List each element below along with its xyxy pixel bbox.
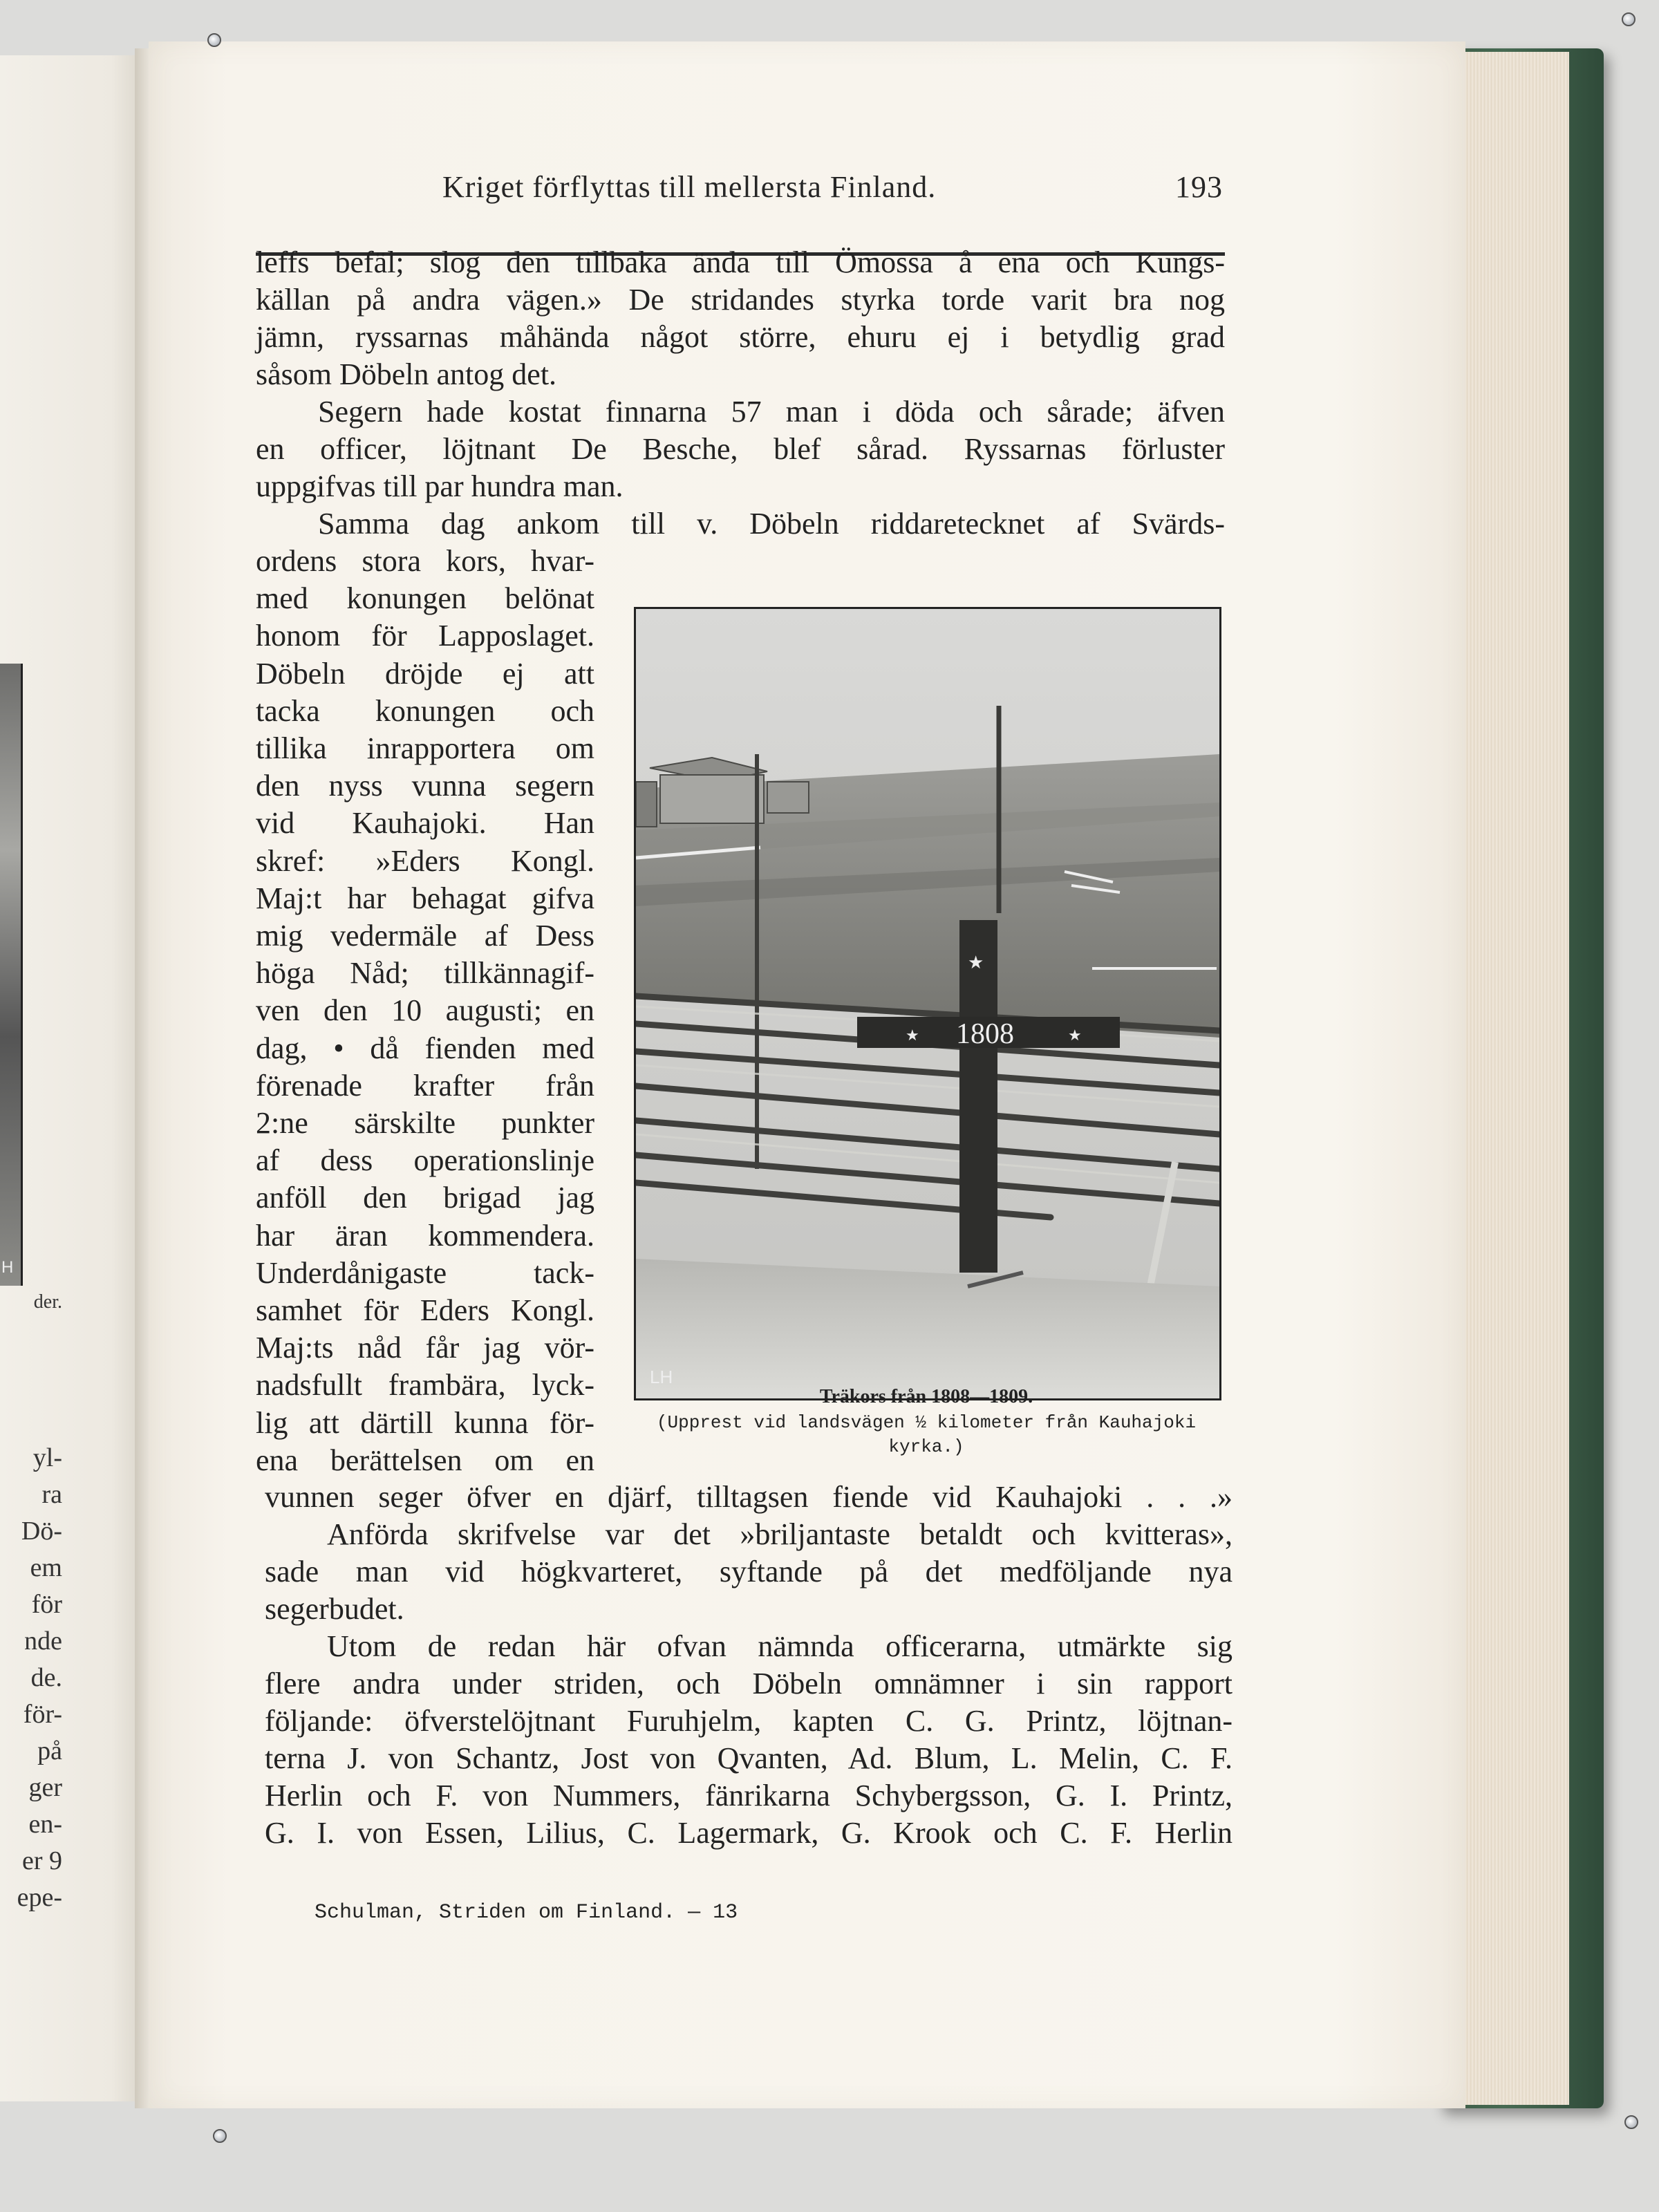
left-page-text-fragment: epe- — [17, 1883, 62, 1912]
page-number: 193 — [1175, 170, 1223, 204]
left-page-text-fragment: er 9 — [21, 1846, 62, 1875]
corner-pin-bottom-right — [1624, 2115, 1638, 2129]
column-text-line: vid Kauhajoki. Han — [256, 806, 594, 841]
body-text-line: jämn, ryssarnas måhända något större, ehuru ej i betydlig grad — [256, 320, 1225, 354]
column-text-line: skref: »Eders Kongl. — [256, 843, 594, 878]
left-page-text-fragment: ger — [28, 1773, 62, 1802]
footer-signature: Schulman, Striden om Finland. — 13 — [315, 1901, 738, 1924]
cross-star-left: ★ — [906, 1027, 919, 1044]
body-text-line: G. I. von Essen, Lilius, C. Lagermark, G. Krook och C. F. Herlin — [265, 1816, 1232, 1850]
column-text-line: förenade krafter från — [256, 1068, 594, 1103]
body-text-line: Samma dag ankom till v. Döbeln riddaretecknet af Svärds- — [318, 507, 1225, 541]
column-text-line: tillika inrapportera om — [256, 731, 594, 765]
body-text-line: Utom de redan här ofvan nämnda officerarna, utmärkte sig — [327, 1629, 1232, 1663]
body-text-line: terna J. von Schantz, Jost von Qvanten, Ad. Blum, L. Melin, C. F. — [265, 1741, 1232, 1775]
cross-year: 1808 — [956, 1018, 1014, 1050]
body-text-line: följande: öfverstelöjtnant Furuhjelm, kapten C. G. Printz, löjtnan- — [265, 1704, 1232, 1738]
figure-photo — [634, 607, 1221, 1400]
column-text-line: honom för Lapposlaget. — [256, 619, 594, 653]
body-text-line: Segern hade kostat finnarna 57 man i döda och sårade; äfven — [318, 395, 1225, 429]
column-text-line: nadsfullt frambära, lyck- — [256, 1368, 594, 1403]
left-page — [0, 55, 149, 2101]
column-text-line: anföll den brigad jag — [256, 1181, 594, 1215]
body-text-line: såsom Döbeln antog det. — [256, 357, 557, 391]
column-text-line: af dess operationslinje — [256, 1143, 594, 1178]
cross-star-right: ★ — [1068, 1027, 1082, 1044]
left-page-text-fragment: yl- — [32, 1443, 62, 1472]
column-text-line: Underdånigaste tack- — [256, 1255, 594, 1290]
column-text-line: ven den 10 augusti; en — [256, 993, 594, 1028]
left-page-text-fragment: på — [37, 1736, 62, 1765]
left-page-text-fragment: em — [30, 1553, 62, 1582]
left-photo-monogram: H — [1, 1258, 14, 1277]
column-text-line: med konungen belönat — [256, 581, 594, 616]
photo-cross-field — [636, 609, 1219, 1398]
corner-pin-bottom-left — [213, 2129, 227, 2143]
body-text-line: Anförda skrifvelse var det »briljantaste betaldt och kvitteras», — [327, 1517, 1232, 1551]
column-text-line: lig att därtill kunna för- — [256, 1405, 594, 1440]
body-text-line: segerbudet. — [265, 1592, 404, 1626]
column-text-line: tacka konungen och — [256, 693, 594, 728]
corner-pin-top-right — [1622, 12, 1635, 26]
column-text-line: Maj:ts nåd får jag vör- — [256, 1331, 594, 1365]
column-text-line: samhet för Eders Kongl. — [256, 1293, 594, 1327]
body-text-line: sade man vid högkvarteret, syftande på det medföljande nya — [265, 1555, 1232, 1588]
body-text-line: uppgifvas till par hundra man. — [256, 469, 624, 503]
right-page — [149, 41, 1465, 2108]
column-text-line: mig vedermäle af Dess — [256, 919, 594, 953]
figure-caption-title: Träkors från 1808—1809. — [819, 1386, 1033, 1407]
column-text-line: 2:ne särskilte punkter — [256, 1106, 594, 1140]
left-page-photo — [0, 664, 23, 1286]
left-page-text-fragment: de. — [30, 1663, 62, 1692]
left-page-text-fragment: ra — [41, 1480, 62, 1509]
column-text-line: höga Nåd; tillkännagif- — [256, 956, 594, 991]
body-text-line: flere andra under striden, och Döbeln omnämner i sin rapport — [265, 1667, 1232, 1700]
body-text-line: källan på andra vägen.» De stridandes styrka torde varit bra nog — [256, 283, 1225, 317]
cross-star-top: ★ — [968, 953, 984, 973]
figure-caption-line-2: kyrka.) — [888, 1436, 964, 1457]
column-text-line: ena berättelsen om en — [256, 1443, 594, 1477]
column-text-line: den nyss vunna segern — [256, 769, 594, 803]
left-page-text-fragment: Dö- — [21, 1517, 62, 1546]
left-page-text-fragment: nde — [24, 1627, 62, 1656]
page-edges — [1452, 52, 1569, 2105]
left-page-text-fragment: en- — [28, 1810, 62, 1839]
body-text-line: Herlin och F. von Nummers, fänrikarna Schybergsson, G. I. Printz, — [265, 1779, 1232, 1812]
photo-monogram: LH — [650, 1367, 673, 1387]
running-title: Kriget förflyttas till mellersta Finland. — [442, 170, 937, 204]
column-text-line: Döbeln dröjde ej att — [256, 656, 594, 691]
figure-caption-line-1: (Upprest vid landsvägen ½ kilometer från Kauhajoki — [656, 1412, 1197, 1433]
column-text-line: ordens stora kors, hvar- — [256, 544, 594, 578]
column-text-line: dag, • då fienden med — [256, 1031, 594, 1065]
column-text-line: har äran kommendera. — [256, 1218, 594, 1253]
left-caption-fragment: der. — [33, 1291, 62, 1313]
body-text-line: leffs befäl; slog den tillbaka ända till Ömossa å ena och Kungs- — [256, 245, 1225, 279]
body-text-line: vunnen seger öfver en djärf, tilltagsen fiende vid Kauhajoki . . .» — [265, 1480, 1232, 1514]
column-text-line: Maj:t har behagat gifva — [256, 881, 594, 915]
left-page-text-fragment: för — [31, 1590, 62, 1619]
left-page-text-fragment: för- — [23, 1700, 62, 1729]
corner-pin-top-left — [207, 33, 221, 47]
body-text-line: en officer, löjtnant De Besche, blef sårad. Ryssarnas förluster — [256, 432, 1225, 466]
